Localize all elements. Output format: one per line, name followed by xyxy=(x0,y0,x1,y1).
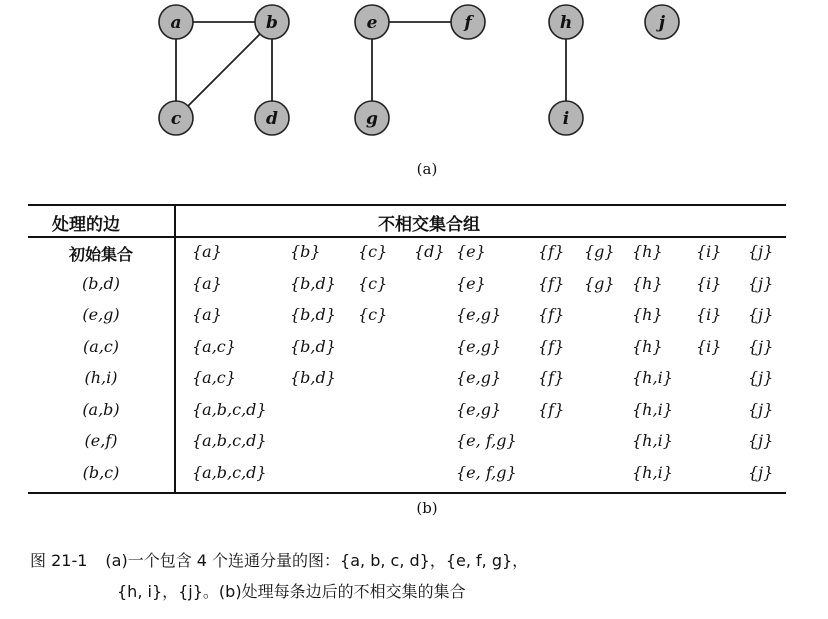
node-label-f: f xyxy=(464,13,472,33)
set-cell: {c} xyxy=(358,305,388,324)
caption-line-2 xyxy=(117,579,466,602)
table-top-rule xyxy=(28,204,786,206)
set-cell: {f} xyxy=(538,305,565,324)
set-cell: {f} xyxy=(538,336,565,356)
set-cell: {b,d} xyxy=(290,336,336,356)
set-cell: {b,d} xyxy=(290,305,336,324)
set-cell: {c} xyxy=(358,242,388,261)
node-j xyxy=(645,5,679,39)
set-cell: {f} xyxy=(538,399,565,419)
set-cell: {h,i} xyxy=(632,399,673,419)
set-cell: {a,b,c,d} xyxy=(192,462,267,482)
set-cell: {i} xyxy=(696,273,722,293)
set-cell: {h,i} xyxy=(632,431,673,450)
set-cell: {j} xyxy=(748,399,774,419)
node-label-a: a xyxy=(170,13,182,33)
node-d xyxy=(255,101,289,135)
set-cell: {j} xyxy=(748,273,774,293)
caption-text-2: {h, i}，{j}。(b)处理每条边后的不相交集的集合 xyxy=(117,582,466,601)
set-cell: {a} xyxy=(192,273,222,293)
node-label-b: b xyxy=(266,13,278,33)
set-cell: {e,g} xyxy=(456,368,502,387)
node-f xyxy=(451,5,485,39)
edge-b-c xyxy=(188,34,260,106)
set-cell: {f} xyxy=(538,242,565,261)
set-cell: {g} xyxy=(584,273,615,293)
node-h xyxy=(549,5,583,39)
set-cell: {a,c} xyxy=(192,368,236,387)
node-c xyxy=(159,101,193,135)
set-cell: {i} xyxy=(696,305,722,324)
graph-figure xyxy=(0,0,828,150)
set-cell: {a,c} xyxy=(192,336,236,356)
set-cell: {e,g} xyxy=(456,399,502,419)
caption-text-1: (a)一个包含 4 个连通分量的图：{a, b, c, d}，{e, f, g}， xyxy=(105,551,529,570)
node-label-c: c xyxy=(170,109,182,129)
set-cell: {f} xyxy=(538,273,565,293)
set-cell: {a} xyxy=(192,305,222,324)
caption-number: 图 21-1 xyxy=(30,551,88,570)
set-cell: {b,d} xyxy=(290,368,336,387)
node-label-i: i xyxy=(562,109,570,129)
header-disjoint-sets: 不相交集合组 xyxy=(378,215,480,235)
set-cell: {i} xyxy=(696,336,722,356)
row-edge-label: (e,g) xyxy=(82,305,120,324)
row-edge-label: (h,i) xyxy=(84,368,118,387)
table-header-rule xyxy=(28,236,786,238)
set-cell: {h} xyxy=(632,305,663,324)
set-cell: {j} xyxy=(748,462,774,482)
set-cell: {a,b,c,d} xyxy=(192,431,267,450)
set-cell: {e} xyxy=(456,273,486,293)
node-i xyxy=(549,101,583,135)
subfigure-label-b: (b) xyxy=(416,499,438,517)
node-g xyxy=(355,101,389,135)
set-cell: {f} xyxy=(538,368,565,387)
node-e xyxy=(355,5,389,39)
node-b xyxy=(255,5,289,39)
set-cell: {h} xyxy=(632,273,663,293)
set-cell: {h} xyxy=(632,336,663,356)
set-cell: {h} xyxy=(632,242,663,261)
set-cell: {j} xyxy=(748,336,774,356)
set-cell: {i} xyxy=(696,242,722,261)
caption-line-1 xyxy=(30,548,528,571)
set-cell: {h,i} xyxy=(632,462,673,482)
set-cell: {a,b,c,d} xyxy=(192,399,267,419)
row-edge-label: (a,c) xyxy=(82,336,120,356)
graph-nodes xyxy=(159,5,679,135)
set-cell: {c} xyxy=(358,273,388,293)
table-column-divider xyxy=(174,204,176,492)
header-processed-edge: 处理的边 xyxy=(52,215,120,235)
row-edge-label: (b,d) xyxy=(81,273,121,293)
set-cell: {h,i} xyxy=(632,368,673,387)
node-label-d: d xyxy=(266,109,278,129)
set-cell: {e} xyxy=(456,242,486,261)
table-bottom-rule xyxy=(28,492,786,494)
set-cell: {b,d} xyxy=(290,273,336,293)
row-edge-label: 初始集合 xyxy=(68,245,133,264)
set-cell: {e, f,g} xyxy=(456,431,517,450)
set-cell: {j} xyxy=(748,305,774,324)
node-label-h: h xyxy=(559,13,573,33)
set-cell: {b} xyxy=(290,242,321,261)
node-label-j: j xyxy=(658,13,666,33)
subfigure-label-a: (a) xyxy=(416,160,438,178)
node-label-e: e xyxy=(366,13,378,33)
set-cell: {j} xyxy=(748,431,774,450)
row-edge-label: (a,b) xyxy=(82,399,120,419)
set-cell: {a} xyxy=(192,242,222,261)
node-label-g: g xyxy=(366,109,378,129)
set-cell: {g} xyxy=(584,242,615,261)
set-cell: {e,g} xyxy=(456,336,502,356)
set-cell: {j} xyxy=(748,368,774,387)
row-edge-label: (e,f) xyxy=(84,431,118,450)
row-edge-label: (b,c) xyxy=(82,462,120,482)
set-cell: {e,g} xyxy=(456,305,502,324)
set-cell: {e, f,g} xyxy=(456,462,517,482)
set-cell: {d} xyxy=(414,242,445,261)
set-cell: {j} xyxy=(748,242,774,261)
node-a xyxy=(159,5,193,39)
